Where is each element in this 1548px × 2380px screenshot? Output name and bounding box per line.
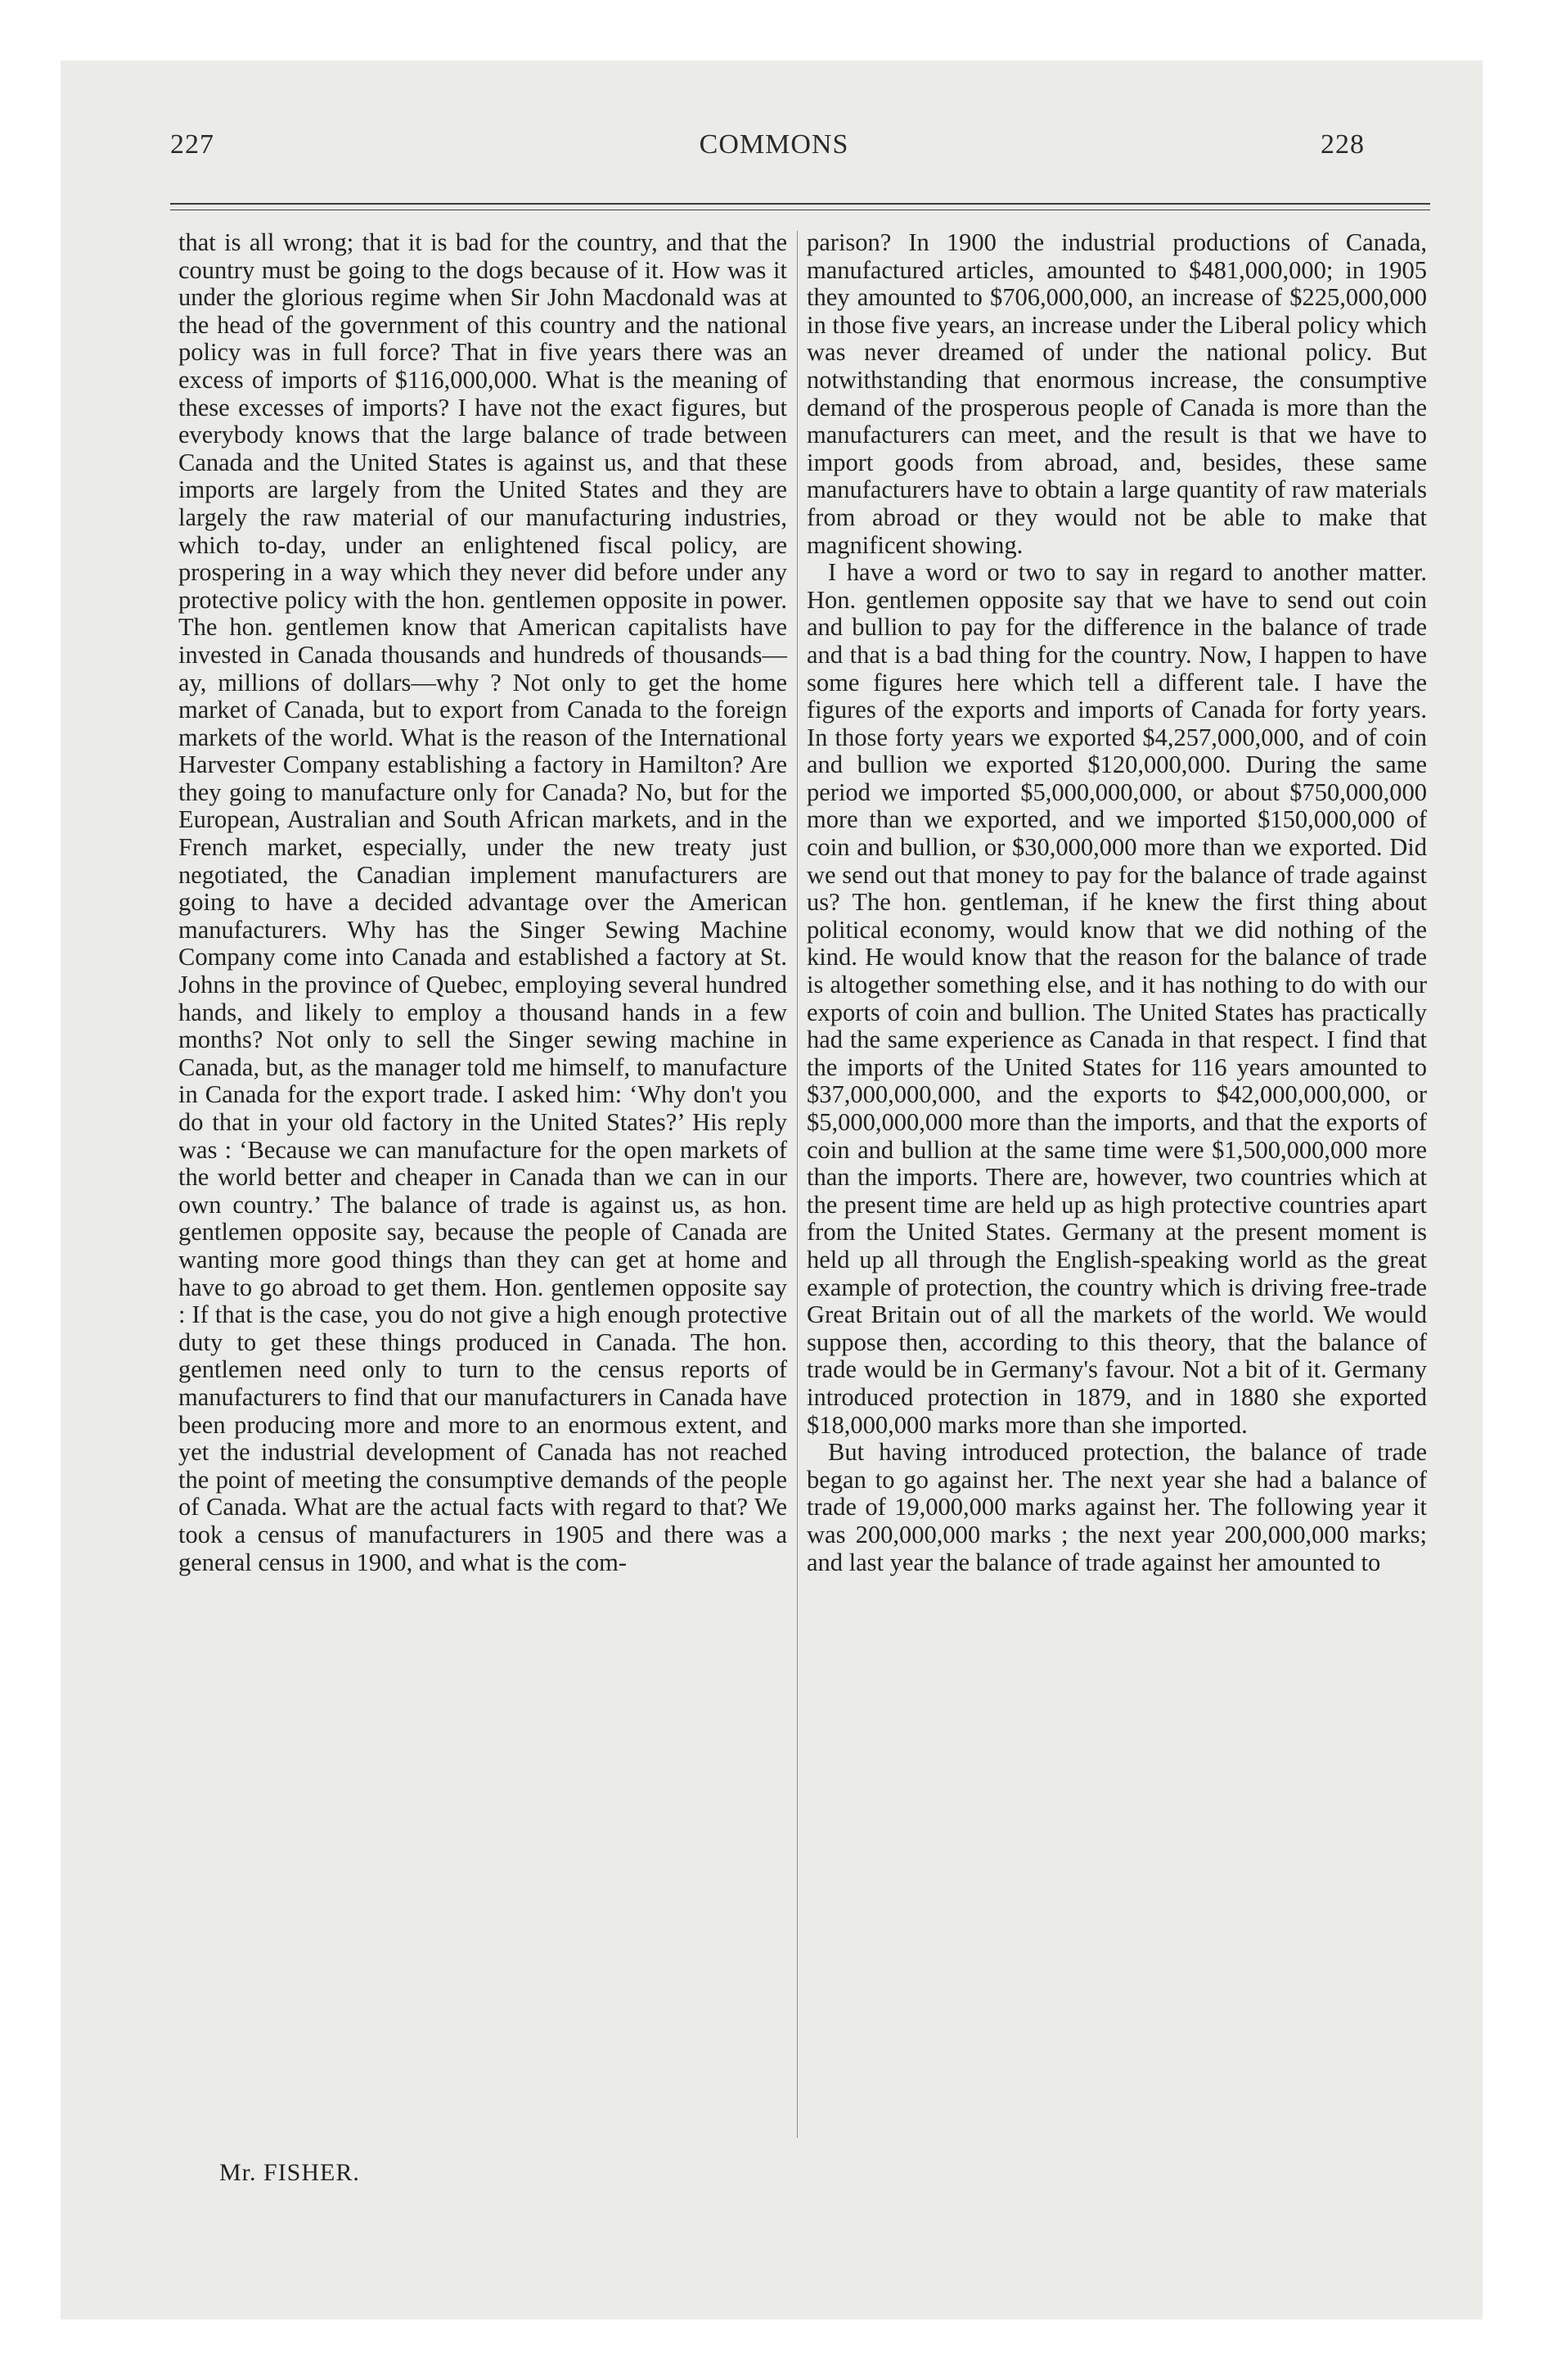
header-rule <box>170 203 1430 205</box>
right-column <box>807 229 1427 1576</box>
speaker-footer: Mr. FISHER. <box>219 2159 360 2186</box>
right-paragraph-3: But having introduced protection, the balance of trade began to go against her. The next year she had a balance of trade of 19,000,000 marks against her. The following year it was 200,000,000 marks ; the next year 200,000,000 marks; and last year the balance of trade against her amounted to <box>807 1438 1427 1576</box>
running-title: COMMONS <box>699 129 849 160</box>
right-paragraph-1: parison? In 1900 the industrial productions of Canada, manufactured articles, amounted to $481,000,000; in 1905 they amounted to $706,000,000, an increase of $225,000,000 in those five years, an increase under the Liberal policy which was never dreamed of under the national policy. But notwithstanding that enormous increase, the consumptive demand of the prosperous people of Canada is more than the manufacturers can meet, and the result is that we have to import goods from abroad, and, besides, these same manufacturers have to obtain a large quantity of raw materials from abroad or they would not be able to make that magnificent showing. <box>807 228 1427 559</box>
right-paragraph-2: I have a word or two to say in regard to another matter. Hon. gentlemen opposite say that we have to send out coin and bullion to pay for the difference in the balance of trade and that is a bad thing for the country. Now, I happen to have some figures here which tell a different tale. I have the figures of the exports and imports of Canada for forty years. In those forty years we exported $4,257,000,000, and of coin and bullion we exported $120,000,000. During the same period we imported $5,000,000,000, or about $750,000,000 more than we exported, and we imported $150,000,000 of coin and bullion, or $30,000,000 more than we exported. Did we send out that money to pay for the balance of trade against us? The hon. gentleman, if he knew the first thing about political economy, would know that we did nothing of the kind. He would know that the reason for the balance of trade is altogether something else, and it has nothing to do with our exports of coin and bullion. The United States has practically had the same experience as Canada in that respect. I find that the imports of the United States for 116 years amounted to $37,000,000,000, and the exports to $42,000,000,000, or $5,000,000,000 more than the imports, and that the exports of coin and bullion at the same time were $1,500,000,000 more than the imports. There are, however, two countries which at the present time are held up as high protective countries apart from the United States. Germany at the present moment is held up all through the English-speaking world as the great example of protection, the country which is driving free-trade Great Britain out of all the markets of the world. We would suppose then, according to this theory, that the balance of trade would be in Germany's favour. Not a bit of it. Germany introduced protection in 1879, and in 1880 she exported $18,000,000 marks more than she imported. <box>807 558 1427 1439</box>
left-page-number: 227 <box>170 129 214 160</box>
left-column <box>178 229 787 1576</box>
column-divider <box>797 231 798 2138</box>
right-page-number: 228 <box>1321 129 1365 160</box>
left-paragraph-1: that is all wrong; that it is bad for the country, and that the country must be going to the dogs because of it. How was it under the glorious regime when Sir John Macdonald was at the head of the government of this country and the national policy was in full force? That in five years there was an excess of imports of $116,000,000. What is the meaning of these excesses of imports? I have not the exact figures, but everybody knows that the large balance of trade between Canada and the United States is against us, and that these imports are largely from the United States and they are largely the raw material of our manufacturing industries, which to-day, under an enlightened fiscal policy, are prospering in a way which they never did before under any protective policy with the hon. gentlemen opposite in power. The hon. gentlemen know that American capitalists have invested in Canada thousands and hundreds of thousands—ay, millions of dollars—why ? Not only to get the home market of Canada, but to export from Canada to the foreign markets of the world. What is the reason of the International Harvester Company establishing a factory in Hamilton? Are they going to manufacture only for Canada? No, but for the European, Australian and South African markets, and in the French market, especially, under the new treaty just negotiated, the Canadian implement manufacturers are going to have a decided advantage over the American manufacturers. Why has the Singer Sewing Machine Company come into Canada and established a factory at St. Johns in the province of Quebec, employing several hundred hands, and likely to employ a thousand hands in a few months? Not only to sell the Singer sewing machine in Canada, but, as the manager told me himself, to manufacture in Canada for the export trade. I asked him: ‘Why don't you do that in your old factory in the United States?’ His reply was : ‘Because we can manufacture for the open markets of the world better and cheaper in Canada than we can in our own country.’ The balance of trade is against us, as hon. gentlemen opposite say, because the people of Canada are wanting more good things than they can get at home and have to go abroad to get them. Hon. gentlemen opposite say : If that is the case, you do not give a high enough protective duty to get these things produced in Canada. The hon. gentlemen need only to turn to the census reports of manufacturers to find that our manufacturers in Canada have been producing more and more to an enormous extent, and yet the industrial development of Canada has not reached the point of meeting the consumptive demands of the people of Canada. What are the actual facts with regard to that? We took a census of manufacturers in 1905 and there was a general census in 1900, and what is the com- <box>178 228 787 1576</box>
